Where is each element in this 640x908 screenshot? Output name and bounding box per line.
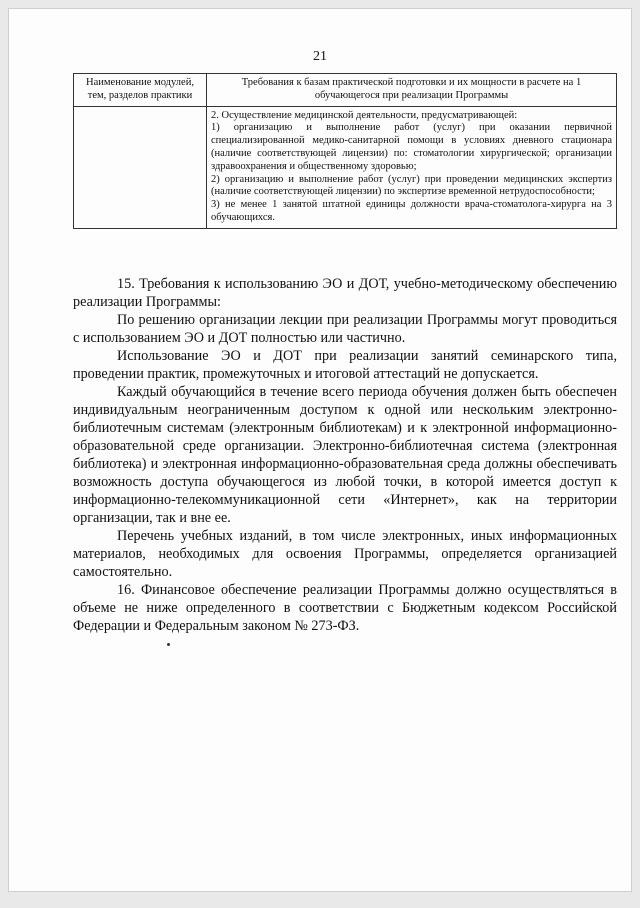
document-page — [8, 8, 632, 892]
requirement-line: 3) не менее 1 занятой штатной единицы должности врача-стоматолога-хирурга на 3 обучающихся. — [211, 199, 612, 223]
scan-dot-mark — [167, 643, 170, 646]
page-number: 21 — [313, 49, 327, 64]
table-cell-requirements — [207, 106, 617, 228]
paragraph: Каждый обучающийся в течение всего периода обучения должен быть обеспечен индивидуальным неограниченным доступом к одной или нескольким электронно-библиотечным системам (электронным библиотекам) и к электронной информационно-образовательной среде организации. Электронно-библиотечная система (электронная библиотека) и электронная информационно-образовательная среда должны обеспечивать возможность доступа обучающегося из любой точки, в которой имеется доступ к информационно-телекоммуникационной сети «Интернет», как на территории организации, так и вне ее. — [73, 384, 617, 526]
requirements-table — [73, 73, 617, 229]
section-15-heading: 15. Требования к использованию ЭО и ДОТ, учебно-методическому обеспечению реализации Программы: — [73, 276, 617, 310]
requirement-line: 2. Осуществление медицинской деятельности, предусматривающей: — [211, 109, 518, 121]
paragraph: По решению организации лекции при реализации Программы могут проводиться с использованием ЭО и ДОТ полностью или частично. — [73, 312, 617, 346]
table-cell-module — [74, 106, 207, 228]
table-header-requirements: Требования к базам практической подготовки и их мощности в расчете на 1 обучающегося при реализации Программы — [207, 74, 617, 107]
requirement-line: 1) организацию и выполнение работ (услуг) при оказании первичной специализированной медико-санитарной помощи в условиях дневного стационара (наличие соответствующей лицензии) по: стоматологии хирургической; организации здравоохранения и общественному здоровью; — [211, 122, 612, 172]
table-header-modules: Наименование модулей, тем, разделов практики — [74, 74, 207, 107]
paragraph: Перечень учебных изданий, в том числе электронных, иных информационных материалов, необходимых для освоения Программы, определяется организацией самостоятельно. — [73, 528, 617, 580]
paragraph: Использование ЭО и ДОТ при реализации занятий семинарского типа, проведении практик, промежуточных и итоговой аттестаций не допускается. — [73, 348, 617, 382]
table-header-row — [74, 74, 617, 107]
table-row — [74, 106, 617, 228]
section-16-paragraph: 16. Финансовое обеспечение реализации Программы должно осуществляться в объеме не ниже определенного в соответствии с Бюджетным кодексом Российской Федерации и Федеральным законом № 273-ФЗ. — [73, 582, 617, 634]
requirement-line: 2) организацию и выполнение работ (услуг) при проведении медицинских экспертиз (наличие соответствующей лицензии) по экспертизе временной нетрудоспособности; — [211, 173, 612, 198]
body-text — [73, 275, 617, 635]
